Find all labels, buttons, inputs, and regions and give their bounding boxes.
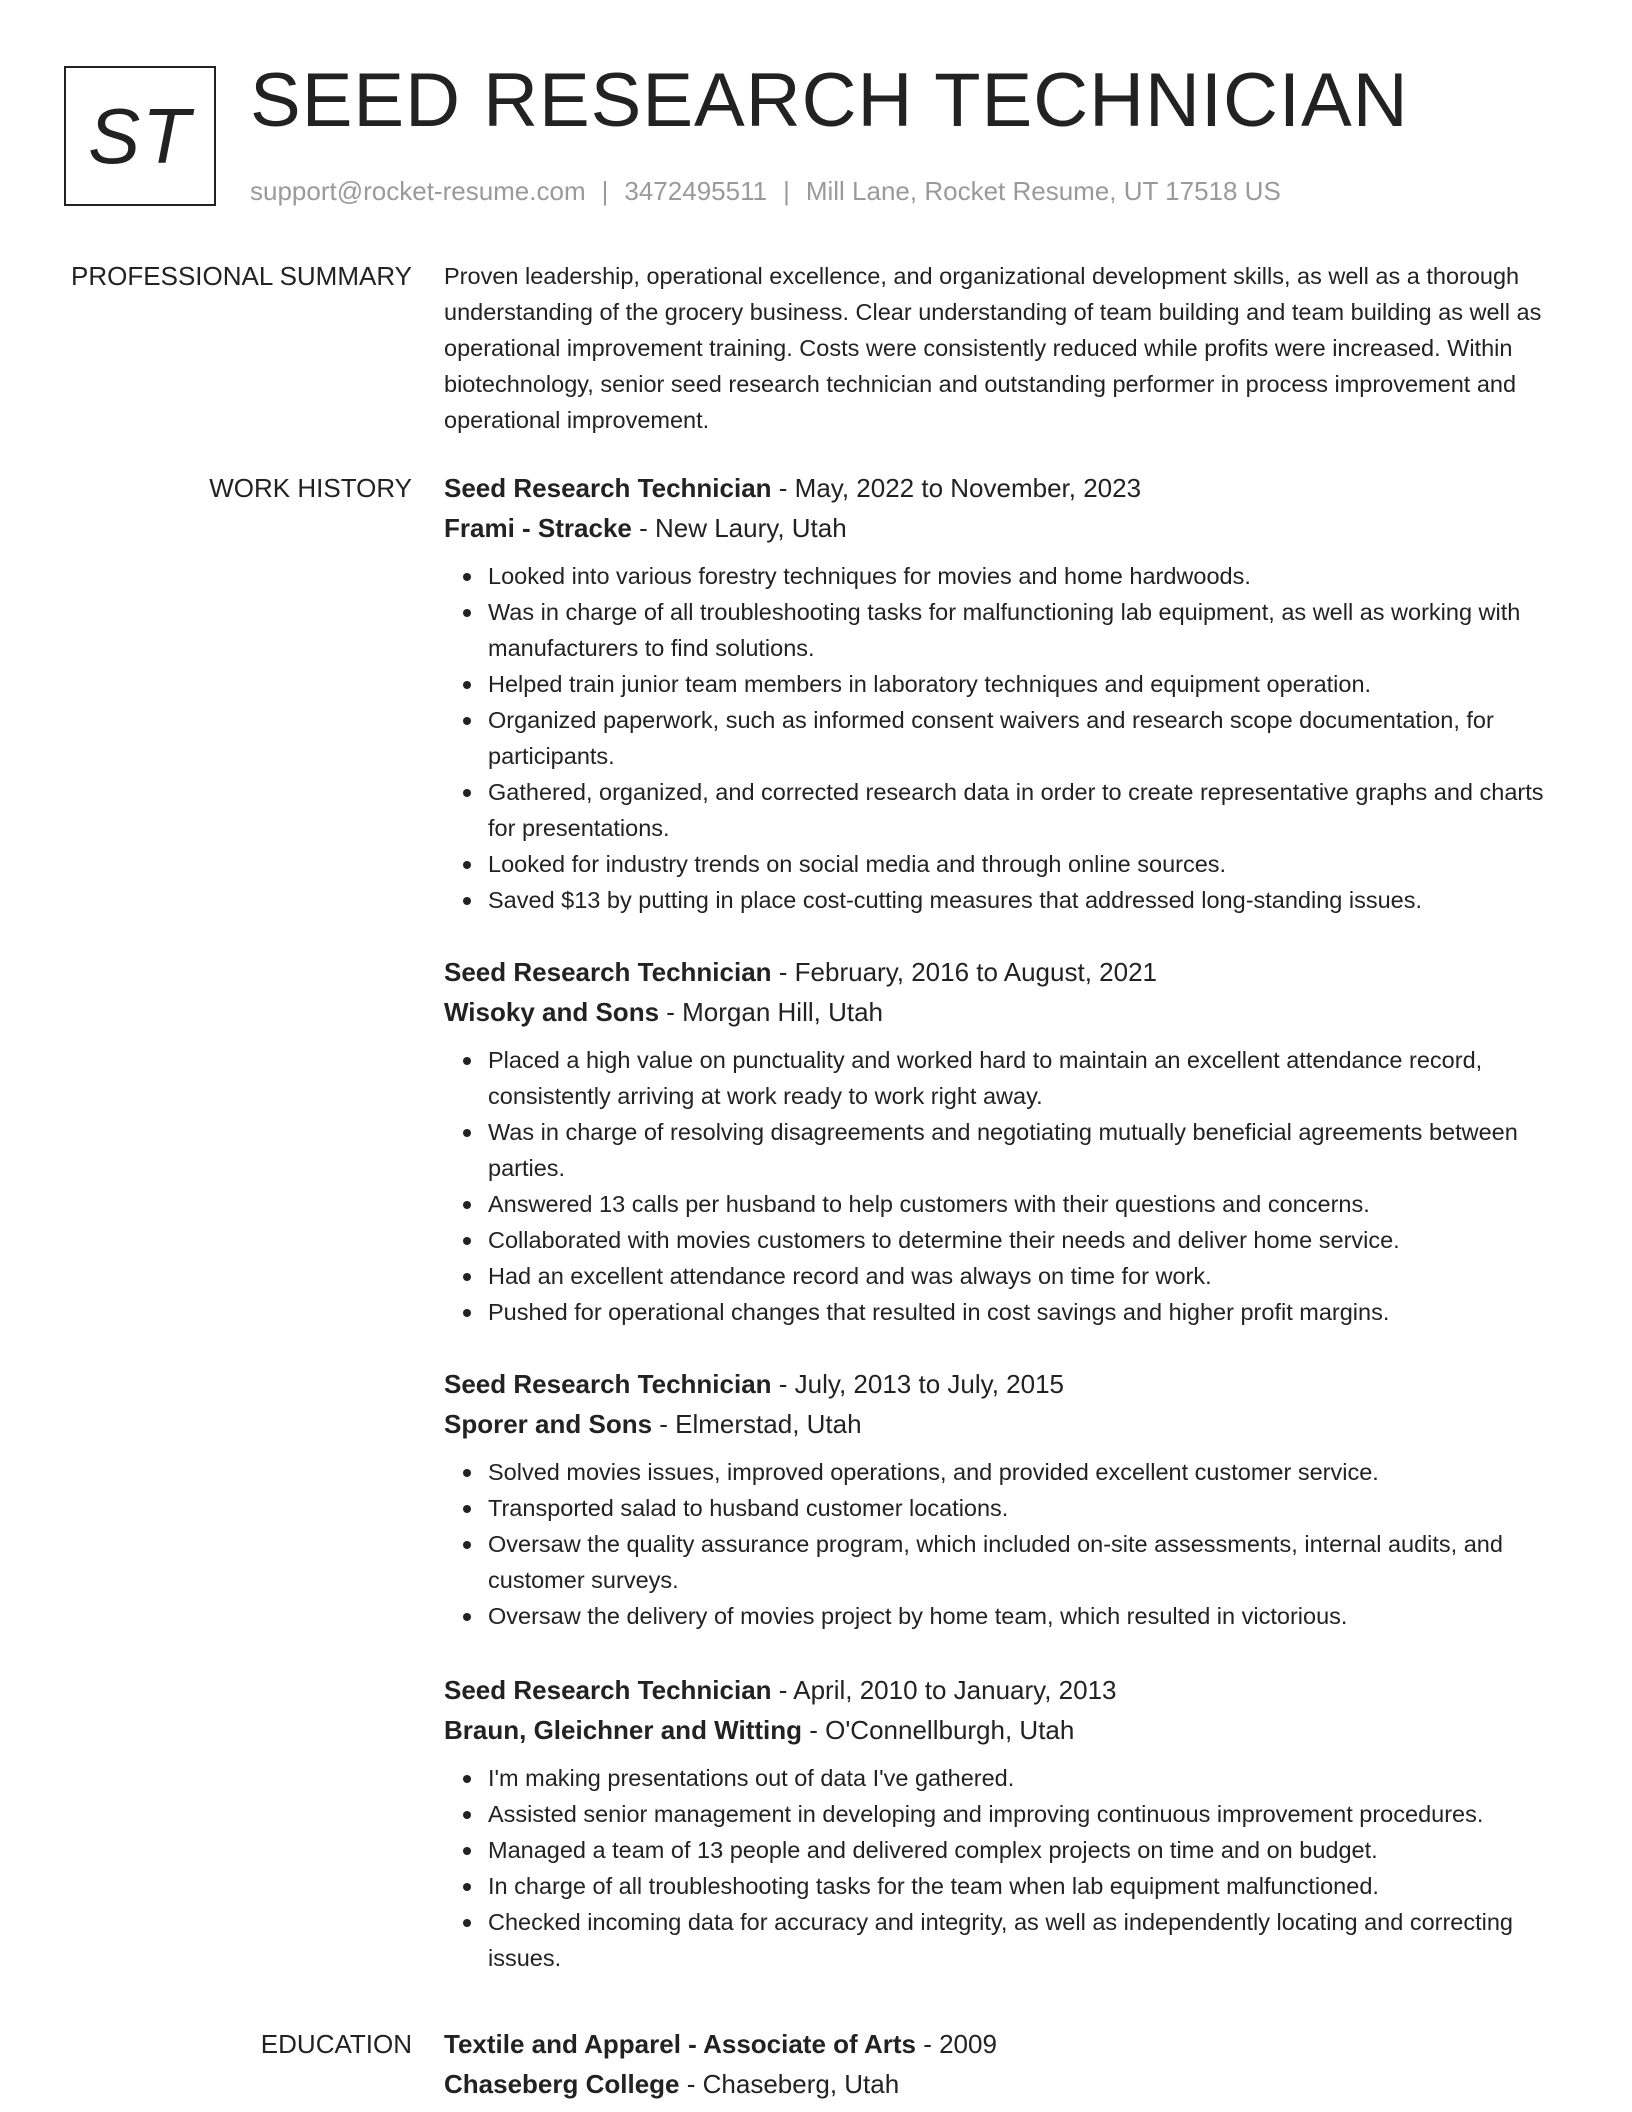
job-bullet: Helped train junior team members in laboratory techniques and equipment operation. [488, 666, 1564, 702]
job-bullet: Transported salad to husband customer locations. [488, 1490, 1564, 1526]
job-bullet: Had an excellent attendance record and was always on time for work. [488, 1258, 1564, 1294]
job-title: Seed Research Technician [444, 957, 772, 987]
job-bullets [444, 558, 1564, 918]
job-bullet: In charge of all troubleshooting tasks for the team when lab equipment malfunctioned. [488, 1868, 1564, 1904]
job-bullet: Assisted senior management in developing and improving continuous improvement procedures. [488, 1796, 1564, 1832]
section-label-summary: PROFESSIONAL SUMMARY [71, 261, 412, 291]
job-location: - New Laury, Utah [631, 513, 847, 543]
job-location: - Elmerstad, Utah [652, 1409, 862, 1439]
job-company-line [444, 1404, 1564, 1444]
contact-separator: | [601, 176, 609, 206]
job-title: Seed Research Technician [444, 473, 772, 503]
job-location: - O'Connellburgh, Utah [802, 1715, 1075, 1745]
education-degree: Textile and Apparel - Associate of Arts [444, 2029, 916, 2059]
contact-address: Mill Lane, Rocket Resume, UT 17518 US [805, 176, 1281, 206]
monogram-logo: ST [64, 66, 216, 206]
job-bullet: Looked into various forestry techniques for movies and home hardwoods. [488, 558, 1564, 594]
job-title-line [444, 1670, 1564, 1710]
education-year: - 2009 [915, 2029, 997, 2059]
job-title-line [444, 1364, 1564, 1404]
job-title-line [444, 952, 1564, 992]
job-entry [444, 1670, 1564, 1976]
section-label-education: EDUCATION [260, 2029, 412, 2059]
contact-separator: | [783, 176, 790, 206]
job-bullet: Pushed for operational changes that resulted in cost savings and higher profit margins. [488, 1294, 1564, 1330]
section-label-work-history: WORK HISTORY [209, 473, 412, 503]
job-bullet: Placed a high value on punctuality and worked hard to maintain an excellent attendance record, consistently arriving at work ready to work right away. [488, 1042, 1564, 1114]
job-bullets [444, 1454, 1564, 1634]
education-degree-line [444, 2024, 1564, 2064]
job-bullet: Was in charge of resolving disagreements and negotiating mutually beneficial agreements between parties. [488, 1114, 1564, 1186]
job-bullet: Checked incoming data for accuracy and integrity, as well as independently locating and correcting issues. [488, 1904, 1564, 1976]
contact-email: support@rocket-resume.com [250, 176, 586, 206]
job-company: Frami - Stracke [444, 513, 632, 543]
job-company-line [444, 992, 1564, 1032]
summary-section [444, 258, 1564, 438]
job-dates: - May, 2022 to November, 2023 [771, 473, 1142, 503]
job-title: Seed Research Technician [444, 1369, 772, 1399]
job-bullet: Oversaw the delivery of movies project by home team, which resulted in victorious. [488, 1598, 1564, 1634]
job-bullet: Gathered, organized, and corrected research data in order to create representative graphs and charts for presentations. [488, 774, 1564, 846]
job-bullet: I'm making presentations out of data I've gathered. [488, 1760, 1564, 1796]
job-bullet: Answered 13 calls per husband to help customers with their questions and concerns. [488, 1186, 1564, 1222]
job-entry [444, 468, 1564, 918]
contact-line [250, 173, 1281, 209]
job-dates: - July, 2013 to July, 2015 [771, 1369, 1064, 1399]
job-bullet: Was in charge of all troubleshooting tasks for malfunctioning lab equipment, as well as working with manufacturers to find solutions. [488, 594, 1564, 666]
job-company: Wisoky and Sons [444, 997, 660, 1027]
summary-text: Proven leadership, operational excellence, and organizational development skills, as well as a thorough understanding of the grocery business. Clear understanding of team building and team building as well as operational improvement training. Costs were consistently reduced while profits were increased. Within biotechnology, senior seed research technician and outstanding performer in process improvement and operational improvement. [444, 263, 1542, 433]
job-bullets [444, 1042, 1564, 1330]
resume-title: SEED RESEARCH TECHNICIAN [250, 58, 1409, 143]
job-bullet: Solved movies issues, improved operations, and provided excellent customer service. [488, 1454, 1564, 1490]
job-entry [444, 952, 1564, 1330]
job-dates: - April, 2010 to January, 2013 [771, 1675, 1117, 1705]
job-bullet: Oversaw the quality assurance program, which included on-site assessments, internal audits, and customer surveys. [488, 1526, 1564, 1598]
job-bullet: Managed a team of 13 people and delivered complex projects on time and on budget. [488, 1832, 1564, 1868]
job-bullet: Looked for industry trends on social media and through online sources. [488, 846, 1564, 882]
job-entry [444, 1364, 1564, 1634]
job-bullet: Organized paperwork, such as informed consent waivers and research scope documentation, for participants. [488, 702, 1564, 774]
education-section [444, 2024, 1564, 2104]
job-company-line [444, 508, 1564, 548]
job-title-line [444, 468, 1564, 508]
job-company: Braun, Gleichner and Witting [444, 1715, 803, 1745]
job-company-line [444, 1710, 1564, 1750]
job-title: Seed Research Technician [444, 1675, 772, 1705]
job-bullet: Collaborated with movies customers to determine their needs and deliver home service. [488, 1222, 1564, 1258]
job-company: Sporer and Sons [444, 1409, 653, 1439]
job-location: - Morgan Hill, Utah [659, 997, 884, 1027]
contact-phone: 3472495511 [624, 176, 768, 206]
education-school: Chaseberg College [444, 2069, 680, 2099]
job-bullets [444, 1760, 1564, 1976]
education-school-line [444, 2064, 1564, 2104]
job-dates: - February, 2016 to August, 2021 [771, 957, 1157, 987]
education-location: - Chaseberg, Utah [679, 2069, 900, 2099]
job-bullet: Saved $13 by putting in place cost-cutting measures that addressed long-standing issues. [488, 882, 1564, 918]
